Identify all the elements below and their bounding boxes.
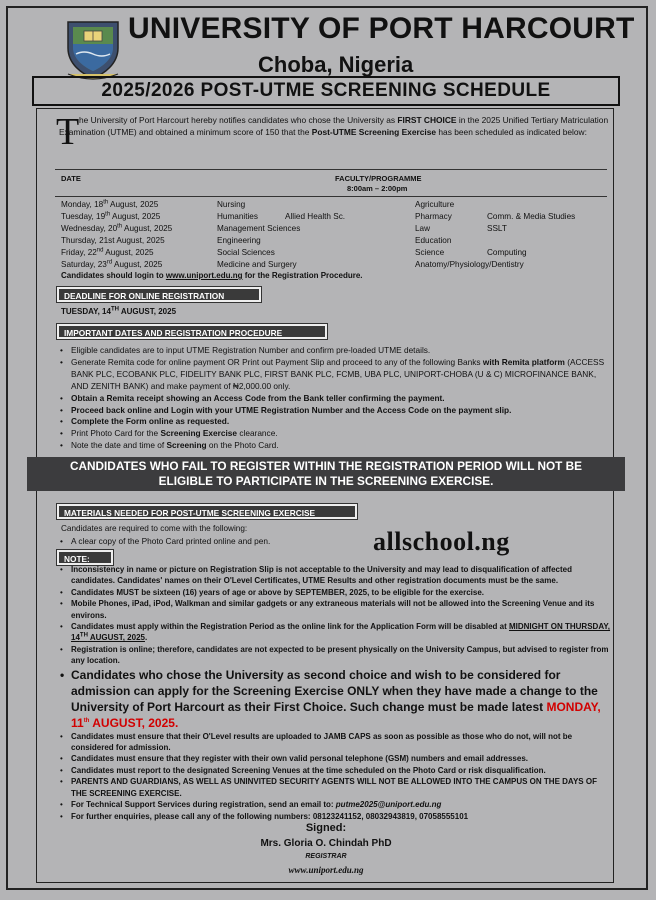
support-email-link[interactable]: putme2025@uniport.edu.ng <box>335 800 442 810</box>
allschool-watermark: allschool.ng <box>373 527 510 556</box>
list-item: • Complete the Form online as requested. <box>57 416 607 428</box>
deadline-section-bar: DEADLINE FOR ONLINE REGISTRATION <box>57 287 261 302</box>
registration-warning: CANDIDATES WHO FAIL TO REGISTER WITHIN THE REGISTRATION PERIOD WILL NOT BE ELIGIBLE TO PARTICIPATE IN THE SCREENING EXERCISE. <box>27 457 625 491</box>
list-item: • Candidates who chose the University as second choice and wish to be considered for admission can apply for the Screening Exercise ONLY when they have made a change to the University of Port Harcourt as their First Choice. Such change must be made latest MONDAY, 11th AUGUST, 2025. <box>57 667 611 731</box>
materials-intro: Candidates are required to come with the following: <box>61 524 248 533</box>
materials-section-bar: MATERIALS NEEDED FOR POST-UTME SCREENING EXERCISE <box>57 504 357 519</box>
list-item: • Candidates must ensure that their O'Level results are uploaded to JAMB CAPS as soon as possible as those who do not, will not be considered for admission. <box>57 731 611 754</box>
schedule-table-header <box>55 169 607 197</box>
list-item: • PARENTS AND GUARDIANS, AS WELL AS UNINVITED SECURITY AGENTS WILL NOT BE ALLOWED INTO THE CAMPUS ON THE DAYS OF THE SCREENING EXERCISE. <box>57 776 611 799</box>
notice-page <box>6 6 648 890</box>
list-item: • Candidates must ensure that they register with their own valid personal telephone (GSM) numbers and email addresses. <box>57 753 611 764</box>
university-location: Choba, Nigeria <box>258 52 414 77</box>
list-item: • Candidates must apply within the Registration Period as the online link for the Application Form will be disabled at MIDNIGHT ON THURSDAY, 14TH AUGUST, 2025. <box>57 621 611 644</box>
list-item: • Candidates must report to the designated Screening Venues at the time scheduled on the Photo Card or risk disqualification. <box>57 765 611 776</box>
list-item: • Obtain a Remita receipt showing an Access Code from the Bank teller confirming the payment. <box>57 393 607 405</box>
materials-list <box>57 536 357 548</box>
exercise-text: Post-UTME Screening Exercise <box>311 126 437 137</box>
list-item: • For Technical Support Services during registration, send an email to: putme2025@uniport.edu.ng <box>57 799 611 810</box>
list-item: • For further enquiries, please call any of the following numbers: 08123241152, 08032943819, 07058555101 <box>57 811 611 822</box>
note-list <box>57 564 611 822</box>
procedure-list <box>57 345 607 452</box>
website-link[interactable]: www.uniport.edu.ng <box>288 865 364 875</box>
date-column-header: DATE <box>61 174 81 183</box>
list-item: • A clear copy of the Photo Card printed online and pen. <box>57 536 357 548</box>
first-choice-text: FIRST CHOICE <box>397 115 457 125</box>
list-item: • Inconsistency in name or picture on Registration Slip is not acceptable to the University and may lead to disqualification of affected candidates. Candidates' names on their O'Level Certificates, UTME Results and other registration documents must be the same. <box>57 564 611 587</box>
list-item: • Generate Remita code for online payment OR Print out Payment Slip and proceed to any of the following Banks with Remita platform (ACCESS BANK PLC, ECOBANK PLC, FIDELITY BANK PLC, FIRST BANK PLC, FCMB, UBA PLC, UNIPORT-CHOBA (U & C) MICROFINANCE BANK, AND ZENITH BANK) and make payment of ₦2,000.00 only. <box>57 357 607 393</box>
signatory-title: REGISTRAR <box>305 853 347 860</box>
list-item: • Candidates MUST be sixteen (16) years of age or above by SEPTEMBER, 2025, to be eligible for the exercise. <box>57 587 611 598</box>
drop-cap: T <box>56 111 80 153</box>
login-link[interactable]: www.uniport.edu.ng <box>165 271 243 280</box>
signatory-name: Mrs. Gloria O. Chindah PhD <box>260 838 392 849</box>
list-item: • Registration is online; therefore, candidates are not expected to be present physically on the University Campus, but advised to register from any location. <box>57 644 611 667</box>
deadline-date: TUESDAY, 14TH AUGUST, 2025 <box>61 306 177 316</box>
login-instruction: Candidates should login to www.uniport.edu.ng for the Registration Procedure. <box>61 271 363 280</box>
university-crest-icon <box>64 18 122 80</box>
schedule-title: 2025/2026 POST-UTME SCREENING SCHEDULE <box>32 76 620 106</box>
time-range: 8:00am – 2:00pm <box>347 184 408 193</box>
header <box>8 8 646 100</box>
list-item: • Eligible candidates are to input UTME Registration Number and confirm pre-loaded UTME details. <box>57 345 607 357</box>
list-item: • Print Photo Card for the Screening Exercise clearance. <box>57 428 607 440</box>
list-item: • Proceed back online and Login with your UTME Registration Number and the Access Code on the payment slip. <box>57 405 607 417</box>
procedure-section-bar: IMPORTANT DATES AND REGISTRATION PROCEDURE <box>57 324 327 339</box>
intro-paragraph: T he University of Port Harcourt hereby notifies candidates who chose the University as FIRST CHOICE in the 2025 Unified Tertiary Matriculation Examination (UTME) and obtained a minimum score of 150 that the Post-UTME Screening Exercise has been scheduled as indicated below: <box>56 111 609 153</box>
faculty-column-header: FACULTY/PROGRAMME <box>335 174 422 183</box>
university-name: UNIVERSITY OF PORT HARCOURT <box>128 12 635 45</box>
list-item: • Mobile Phones, iPad, iPod, Walkman and similar gadgets or any extraneous materials will not be allowed into the Screening Venue and its environs. <box>57 598 611 621</box>
signed-label: Signed: <box>305 822 347 834</box>
notice-body: T he University of Port Harcourt hereby notifies candidates who chose the University as FIRST CHOICE in the 2025 Unified Tertiary Matriculation Examination (UTME) and obtained a minimum score of 150 that the Post-UTME Screening Exercise has been scheduled as indicated below: DATE FACULTY/PROGRAMME 8:00am – 2:00pm Monday, 18th August, 2025 Nursing Agriculture Tuesday, 19th August, 2025 Humanities Allied Health Sc. Pharmacy Comm. & Media Studies Wednesday, 20th August, 2025 Management Sciences Law SSLT Thursday, 21st August, 2025 Engineering Education Friday, 22nd August, 2025 Social Sciences Science Computing Saturday, 23rd August, 2025 Medicine and Surgery Anatomy/Physiology/Dentistry Candidates should login to www.uniport.edu.ng for the Registration Procedure. DEADLINE FOR ONLINE REGISTRATION TUESDAY, 14TH AUGUST, 2025 IMPORTANT DATES AND REGISTRATION PROCEDURE • Eligible candidates are to input UTME Registration Number and confirm pre-loaded UTME details. • Generate Remita code for online payment OR Print out Payment Slip and proceed to any of the following Banks with Remita platform (ACCESS BANK PLC, ECOBANK PLC, FIDELITY BANK PLC, FIRST BANK PLC, FCMB, UBA PLC, UNIPORT-CHOBA (U & C) MICROFINANCE BANK, AND ZENITH BANK) and make payment of ₦2,000.00 only. • Obtain a Remita receipt showing an Access Code from the Bank teller confirming the payment. • Proceed back online and Login with your UTME Registration Number and the Access Code on the payment slip. • Complete the Form online as requested. • Print Photo Card for the Screening Exercise clearance. • Note the date and time of Screening on the Photo Card. CANDIDATES WHO FAIL TO REGISTER WITHIN THE REGISTRATION PERIOD WILL NOT BE ELIGIBLE TO PARTICIPATE IN THE SCREENING EXERCISE. MATERIALS NEEDED FOR POST-UTME SCREENING EXERCISE Candidates are required to come with the following: • A clear copy of the Photo Card printed online and pen. allschool.ng NOTE: • Inconsistency in name or picture on Registration Slip is not acceptable to the University and may lead to disqualification of affected candidates. Candidates' names on their O'Level Certificates, UTME Results and other registration documents must be the same. • Candidates MUST be sixteen (16) years of age or above by SEPTEMBER, 2025, to be eligible for the exercise. • Mobile Phones, iPad, iPod, Walkman and similar gadgets or any extraneous materials will not be allowed into the Screening Venue and its environs. • Candidates must apply within the Registration Period as the online link for the Application Form will be disabled at MIDNIGHT ON THURSDAY, 14TH AUGUST, 2025. • Registration is online; therefore, candidates are not expected to be present physically on the University Campus, but advised to register from any location. • Candidates who chose the University as second choice and wish to be considered for admission can apply for the Screening Exercise ONLY when they have made a change to the University of Port Harcourt as their First Choice. Such change must be made latest MONDAY, 11th AUGUST, 2025. • Candidates must ensure that their O'Level results are uploaded to JAMB CAPS as soon as possible as those who do not, will not be considered for admission. • Candidates must ensure that they register with their own valid personal telephone (GSM) numbers and email addresses. • Candidates must report to the designated Screening Venues at the time scheduled on the Photo Card or risk disqualification. • PARENTS AND GUARDIANS, AS WELL AS UNINVITED SECURITY AGENTS WILL NOT BE ALLOWED INTO THE CAMPUS ON THE DAYS OF THE SCREENING EXERCISE. • For Technical Support Services during registration, send an email to: putme2025@uniport.edu.ng • For further enquiries, please call any of the following numbers: 08123241152, 08032943819, 07058555101 Signed: Mrs. Gloria O. Chindah PhD REGISTRAR www.uniport.edu.ng <box>36 108 614 883</box>
note-section-bar: NOTE: <box>57 550 113 565</box>
list-item: • Note the date and time of Screening on the Photo Card. <box>57 440 607 452</box>
